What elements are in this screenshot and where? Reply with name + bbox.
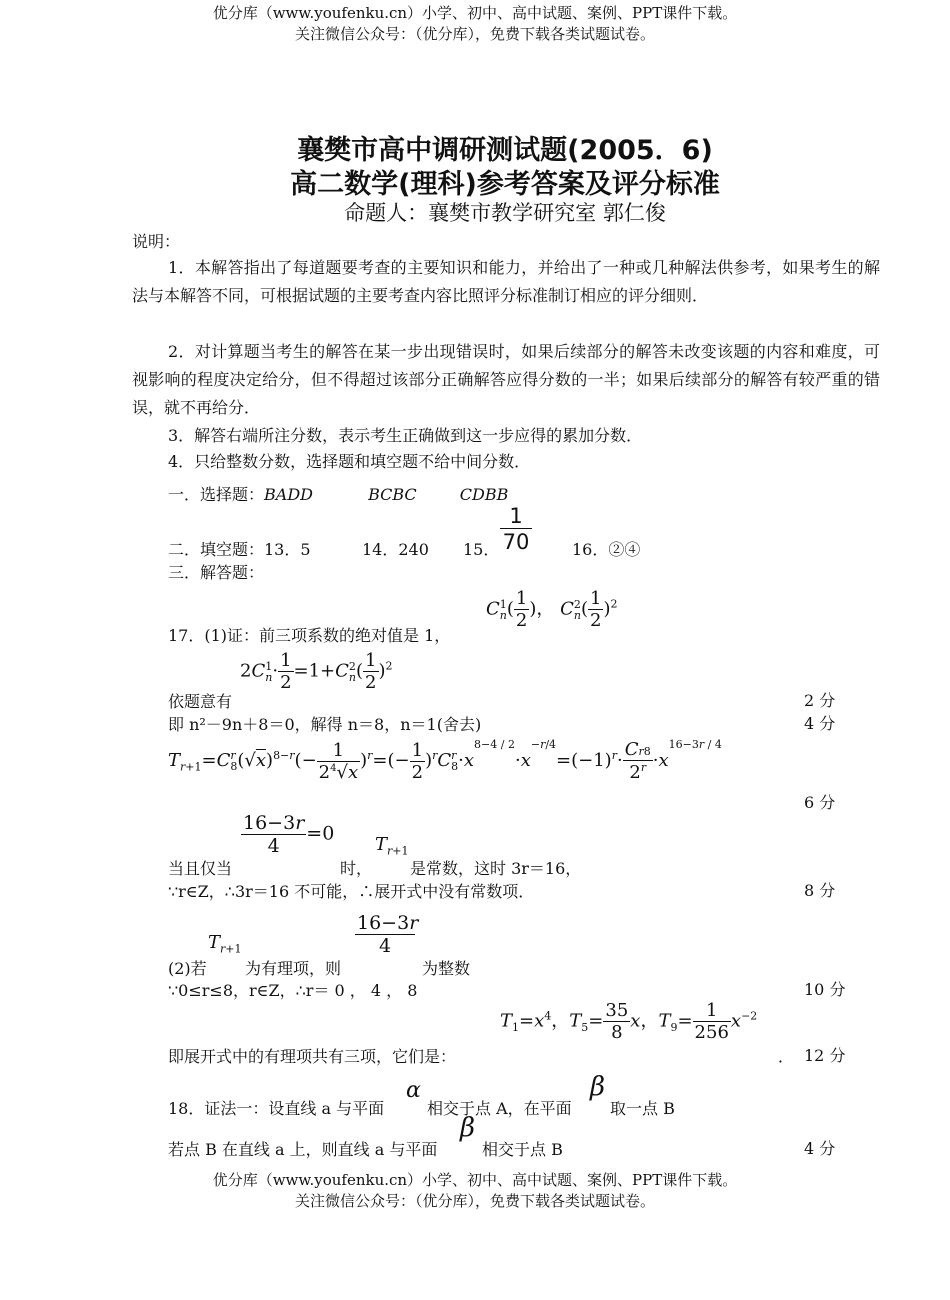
q17-condition-formula: $\frac{16-3r}{4}$ =0 <box>243 812 335 857</box>
q18-line-2a: 若点 B 在直线 a 上，则直线 a 与平面 <box>168 1140 438 1159</box>
section-1 <box>168 481 508 509</box>
q17-line-8: 即展开式中的有理项共有三项，它们是： <box>168 1047 457 1066</box>
answer-14: 14．240 <box>362 540 429 559</box>
answer-16: 16．②④ <box>572 540 641 559</box>
header-line-2: 关注微信公众号：（优分库），免费下载各类试题试卷。 <box>294 25 655 43</box>
section-1-label: 一．选择题： <box>168 485 265 504</box>
q18-line-1a: 18．证法一：设直线 a 与平面 <box>168 1099 385 1118</box>
note-4: 4．只给整数分数，选择题和填空题不给中间分数． <box>168 452 531 471</box>
score-8: 8 分 <box>804 881 836 900</box>
section-2-label: 二．填空题： <box>168 540 265 559</box>
notes-label: 说明： <box>132 232 181 251</box>
answer-group-3: CDBB <box>459 485 509 504</box>
score-10: 10 分 <box>804 980 846 999</box>
q17-coefficients-formula: C 1 n ( $\frac{1}{2}$ )， C 2 n ( $\frac{1}{2}$ )$^2$ <box>486 588 618 631</box>
q17-general-term-formula: $T_{r+1}=C$ r 8 $(√x)^{8-r}(-$ $\frac{1}{2^4√x}$ )$^r$=(− $\frac{1}{2}$ )$^r$C r 8 $\cdot x^{8-4 / 2}\cdot x^{-r/4}=(-1)^r\cdot$ $\frac{Cr8}{2^r}$ $\cdot x^{16-3r / 4}$ <box>168 738 722 783</box>
q17-line-6a: (2)若 <box>168 959 207 978</box>
answer-13: 13．5 <box>264 540 311 559</box>
answer-15-label: 15． <box>463 540 500 559</box>
beta-symbol: β <box>590 1072 606 1102</box>
footer-line-2: 关注微信公众号：（优分库），免费下载各类试题试卷。 <box>294 1192 655 1210</box>
header-line-1: 优分库（www.youfenku.cn）小学、初中、高中试题、案例、PPT课件下载。 <box>212 4 738 22</box>
score-6: 6 分 <box>804 793 836 812</box>
note-1: 1．本解答指出了每道题要考查的主要知识和能力，并给出了一种或几种解法供参考，如果考生的解法与本解答不同，可根据试题的主要考查内容比照评分标准制订相应的评分细则． <box>132 258 880 305</box>
q17-rational-formula: $\frac{16-3r}{4}$ <box>357 912 419 957</box>
q17-line-4c: 是常数，这时 3r＝16， <box>410 859 582 878</box>
page-title: 襄樊市高中调研测试题(2005．6) <box>297 135 713 166</box>
q18-line-2b: 相交于点 B <box>482 1140 563 1159</box>
score-4: 4 分 <box>804 714 836 733</box>
answer-group-1: BADD <box>264 485 313 504</box>
answer-15-numerator: 1 <box>509 504 523 528</box>
q18-line-1c: 取一点 B <box>610 1099 675 1118</box>
alpha-symbol: α <box>406 1078 421 1103</box>
score-12: 12 分 <box>804 1046 846 1065</box>
q17-line-4a: 当且仅当 <box>168 859 233 878</box>
q17-rational-terms-formula: $T_1=x^4$，$T_5=$ $\frac{35}{8}$ x，$T_9=$ $\frac{1}{256}$ $x^{-2}$ <box>500 1000 758 1043</box>
footer-line-1: 优分库（www.youfenku.cn）小学、初中、高中试题、案例、PPT课件下载。 <box>212 1171 738 1189</box>
q17-line-8-dot: ． <box>778 1047 795 1066</box>
q17-line-4b: 时， <box>340 859 373 878</box>
q17-line-1: 17．(1)证：前三项系数的绝对值是 1， <box>168 626 451 645</box>
q17-term-symbol-2: $T_{r+1}$ <box>208 932 242 956</box>
score-2: 2 分 <box>804 691 836 710</box>
section-3-label: 三．解答题： <box>168 563 265 582</box>
q17-line-3: 即 n²－9n＋8＝0，解得 n＝8，n＝1(舍去) <box>168 715 482 734</box>
q18-line-1b: 相交于点 A，在平面 <box>427 1099 572 1118</box>
page-subtitle: 高二数学(理科)参考答案及评分标准 <box>290 169 720 200</box>
answer-15-denominator: 70 <box>500 528 532 555</box>
beta-symbol-2: β <box>460 1113 476 1143</box>
author-line: 命题人：襄樊市教学研究室 郭仁俊 <box>344 201 666 225</box>
note-3: 3．解答右端所注分数，表示考生正确做到这一步应得的累加分数． <box>168 426 643 445</box>
q17-line-2: 依题意有 <box>168 692 233 711</box>
q17-line-6c: 为整数 <box>422 959 471 978</box>
q17-term-symbol: $T_{r+1}$ <box>375 834 409 858</box>
q17-line-7: ∵0≤r≤8，r∈Z，∴r＝ 0 ， 4 ， 8 <box>168 981 418 1000</box>
q17-line-5: ∵r∈Z，∴3r＝16 不可能，∴展开式中没有常数项． <box>168 882 535 901</box>
score-4-q18: 4 分 <box>804 1139 836 1158</box>
note-2: 2．对计算题当考生的解答在某一步出现错误时，如果后续部分的解答未改变该题的内容和难度，可视影响的程度决定给分，但不得超过该部分正确解答应得分数的一半；如果后续部分的解答有较严重的错误，就不再给分． <box>132 342 880 417</box>
answer-15-fraction <box>500 504 532 555</box>
q17-equation-formula: 2C 1 n · $\frac{1}{2}$ =1+C 2 n ( $\frac{1}{2}$ )$^2$ <box>240 650 393 693</box>
q17-line-6b: 为有理项，则 <box>245 959 342 978</box>
answer-group-2: BCBC <box>368 485 417 504</box>
